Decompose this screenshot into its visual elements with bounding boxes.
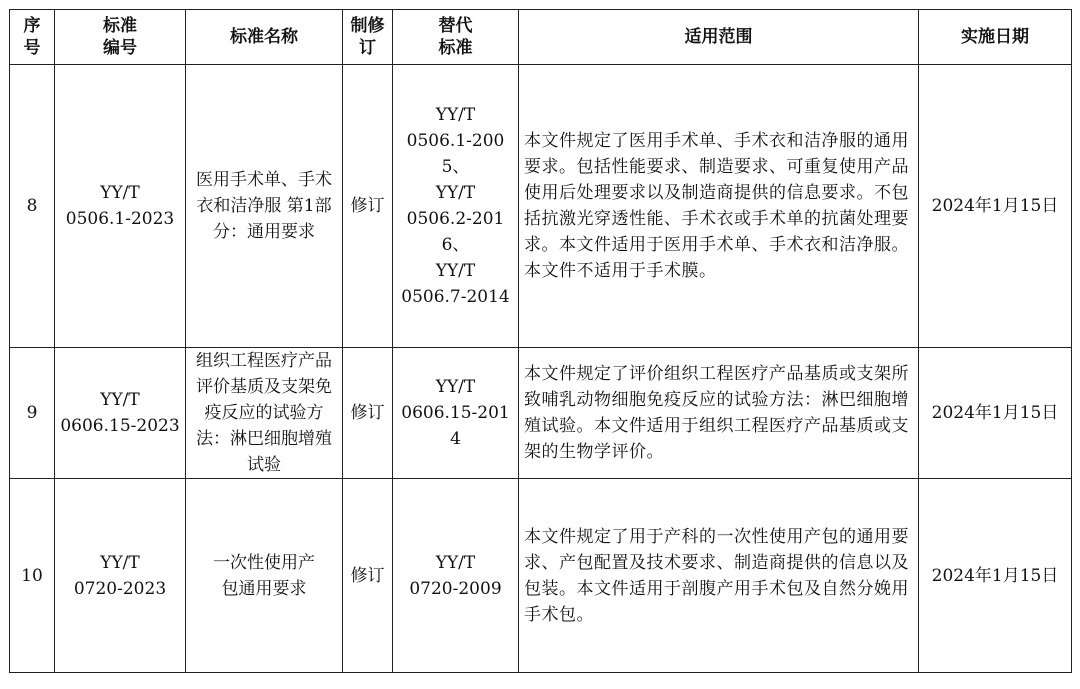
row-replace (393, 65, 519, 348)
replace-line: YY/T (435, 261, 476, 281)
code-line: 0720-2023 (73, 578, 167, 599)
replace-line: 0506.7-2014 (401, 287, 510, 307)
replace-line: 0506.2-2016、 (406, 209, 505, 255)
replace-line: YY/T (435, 552, 476, 573)
replace-line: 0506.1-2005、 (406, 131, 505, 177)
code-line: YY/T (100, 183, 140, 203)
header-revise: 制修订 (343, 10, 393, 65)
code-line: 0506.1-2023 (65, 209, 175, 229)
row-revise: 修订 (343, 479, 393, 673)
row-scope: 本文件规定了评价组织工程医疗产品基质或支架所致哺乳动物细胞免疫反应的试验方法：淋巴细胞增殖试验。本文件适用于组织工程医疗产品基质或支架的生物学评价。 (519, 348, 919, 479)
row-code (55, 65, 186, 348)
replace-line: YY/T (435, 105, 476, 125)
header-code: 标准编号 (55, 10, 186, 65)
replace-line: YY/T (435, 183, 476, 203)
table-row (10, 479, 1072, 673)
row-code (55, 348, 186, 479)
row-revise: 修订 (343, 65, 393, 348)
row-scope: 本文件规定了医用手术单、手术衣和洁净服的通用要求。包括性能要求、制造要求、可重复使用产品使用后处理要求以及制造商提供的信息要求。不包括抗激光穿透性能、手术衣或手术单的抗菌处理要求。本文件适用于医用手术单、手术衣和洁净服。本文件不适用于手术膜。 (519, 65, 919, 348)
standards-table (9, 9, 1072, 673)
header-scope: 适用范围 (519, 10, 919, 65)
table-row (10, 348, 1072, 479)
row-revise: 修订 (343, 348, 393, 479)
row-seq: 9 (10, 348, 55, 479)
row-date: 2024年1月15日 (919, 479, 1072, 673)
header-replace: 替代标准 (393, 10, 519, 65)
standards-table-container (9, 9, 1072, 673)
code-line: 0606.15-2023 (60, 416, 180, 436)
table-header-row (10, 10, 1072, 65)
row-code (55, 479, 186, 673)
row-date: 2024年1月15日 (919, 348, 1072, 479)
table-row (10, 65, 1072, 348)
replace-line: YY/T (435, 377, 476, 397)
row-name: 一次性使用产包通用要求 (186, 479, 343, 673)
row-replace (393, 348, 519, 479)
row-replace (393, 479, 519, 673)
code-line: YY/T (100, 552, 140, 573)
row-scope: 本文件规定了用于产科的一次性使用产包的通用要求、产包配置及技术要求、制造商提供的信息以及包装。本文件适用于剖腹产用手术包及自然分娩用手术包。 (519, 479, 919, 673)
header-name: 标准名称 (186, 10, 343, 65)
row-name: 医用手术单、手术衣和洁净服 第1部分：通用要求 (186, 65, 343, 348)
row-date: 2024年1月15日 (919, 65, 1072, 348)
row-name: 组织工程医疗产品 评价基质及支架免疫反应的试验方法：淋巴细胞增殖试验 (186, 348, 343, 479)
row-seq: 8 (10, 65, 55, 348)
code-line: YY/T (100, 390, 140, 410)
replace-line: 0720-2009 (409, 578, 502, 599)
row-seq: 10 (10, 479, 55, 673)
header-date: 实施日期 (919, 10, 1072, 65)
replace-line: 0606.15-2014 (401, 403, 510, 449)
header-seq: 序号 (10, 10, 55, 65)
